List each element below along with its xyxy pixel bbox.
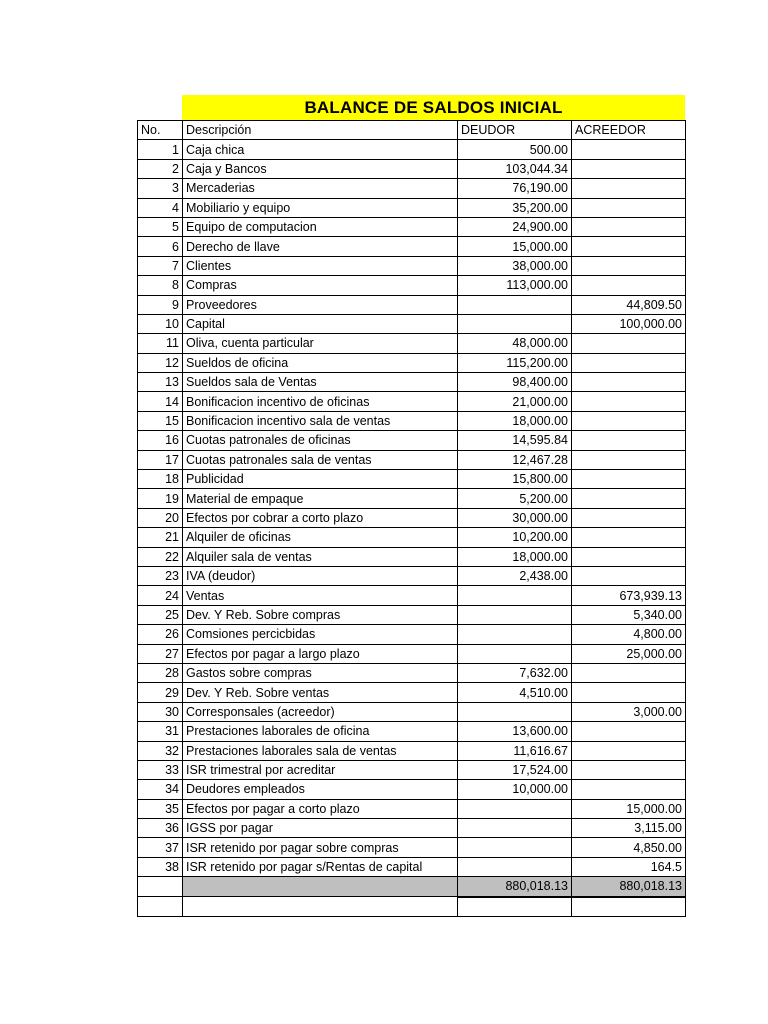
row-credit <box>572 431 686 450</box>
row-description: Mobiliario y equipo <box>183 198 458 217</box>
empty-cell <box>183 897 458 917</box>
row-debit: 76,190.00 <box>458 179 572 198</box>
row-debit: 10,200.00 <box>458 528 572 547</box>
row-description: Material de empaque <box>183 489 458 508</box>
row-number: 32 <box>138 741 183 760</box>
row-number: 11 <box>138 334 183 353</box>
row-number: 35 <box>138 799 183 818</box>
row-debit <box>458 644 572 663</box>
row-description: Alquiler sala de ventas <box>183 547 458 566</box>
table-row <box>138 140 686 159</box>
row-description: Sueldos sala de Ventas <box>183 373 458 392</box>
row-debit: 11,616.67 <box>458 741 572 760</box>
row-number: 27 <box>138 644 183 663</box>
row-description: Gastos sobre compras <box>183 663 458 682</box>
row-description: Comsiones percicbidas <box>183 625 458 644</box>
row-description: Efectos por pagar a largo plazo <box>183 644 458 663</box>
row-credit: 4,800.00 <box>572 625 686 644</box>
table-row <box>138 334 686 353</box>
row-debit: 17,524.00 <box>458 760 572 779</box>
row-number: 7 <box>138 256 183 275</box>
row-number: 17 <box>138 450 183 469</box>
table-row <box>138 431 686 450</box>
row-credit: 4,850.00 <box>572 838 686 857</box>
row-credit <box>572 256 686 275</box>
row-credit <box>572 489 686 508</box>
table-row <box>138 470 686 489</box>
row-debit: 13,600.00 <box>458 722 572 741</box>
row-number: 31 <box>138 722 183 741</box>
row-description: Publicidad <box>183 470 458 489</box>
table-row <box>138 198 686 217</box>
row-debit: 15,000.00 <box>458 237 572 256</box>
row-debit: 21,000.00 <box>458 392 572 411</box>
row-credit: 15,000.00 <box>572 799 686 818</box>
table-row <box>138 314 686 333</box>
row-credit <box>572 411 686 430</box>
table-row <box>138 780 686 799</box>
row-number: 5 <box>138 217 183 236</box>
row-credit <box>572 237 686 256</box>
row-credit: 44,809.50 <box>572 295 686 314</box>
row-description: Mercaderias <box>183 179 458 198</box>
table-row <box>138 489 686 508</box>
row-credit <box>572 722 686 741</box>
table-row <box>138 353 686 372</box>
row-debit: 38,000.00 <box>458 256 572 275</box>
header-debit: DEUDOR <box>458 121 572 140</box>
table-row <box>138 663 686 682</box>
header-row <box>138 121 686 140</box>
row-debit: 14,595.84 <box>458 431 572 450</box>
header-no: No. <box>138 121 183 140</box>
row-description: Compras <box>183 276 458 295</box>
empty-cell <box>458 897 572 917</box>
row-number: 25 <box>138 605 183 624</box>
row-number: 13 <box>138 373 183 392</box>
row-credit <box>572 528 686 547</box>
row-debit: 18,000.00 <box>458 411 572 430</box>
row-description: Prestaciones laborales de oficina <box>183 722 458 741</box>
row-debit: 18,000.00 <box>458 547 572 566</box>
empty-cell <box>572 897 686 917</box>
table-row <box>138 392 686 411</box>
row-credit <box>572 508 686 527</box>
table-row <box>138 373 686 392</box>
row-number: 8 <box>138 276 183 295</box>
row-description: Dev. Y Reb. Sobre ventas <box>183 683 458 702</box>
row-number: 1 <box>138 140 183 159</box>
row-number: 14 <box>138 392 183 411</box>
row-credit <box>572 334 686 353</box>
row-credit <box>572 392 686 411</box>
table-row <box>138 237 686 256</box>
table-row <box>138 566 686 585</box>
table-row <box>138 256 686 275</box>
row-debit: 5,200.00 <box>458 489 572 508</box>
header-description: Descripción <box>183 121 458 140</box>
row-debit: 500.00 <box>458 140 572 159</box>
row-credit <box>572 760 686 779</box>
row-debit: 7,632.00 <box>458 663 572 682</box>
row-debit: 30,000.00 <box>458 508 572 527</box>
table-row <box>138 857 686 876</box>
row-debit: 12,467.28 <box>458 450 572 469</box>
row-number: 33 <box>138 760 183 779</box>
row-description: Caja chica <box>183 140 458 159</box>
row-debit: 35,200.00 <box>458 198 572 217</box>
row-description: Capital <box>183 314 458 333</box>
row-description: Efectos por cobrar a corto plazo <box>183 508 458 527</box>
row-debit: 15,800.00 <box>458 470 572 489</box>
row-debit <box>458 838 572 857</box>
row-credit <box>572 276 686 295</box>
empty-row <box>138 897 686 917</box>
row-credit <box>572 741 686 760</box>
row-description: Derecho de llave <box>183 237 458 256</box>
row-description: Corresponsales (acreedor) <box>183 702 458 721</box>
row-description: Cuotas patronales de oficinas <box>183 431 458 450</box>
row-number: 20 <box>138 508 183 527</box>
row-number: 29 <box>138 683 183 702</box>
row-credit <box>572 663 686 682</box>
row-number: 36 <box>138 819 183 838</box>
row-number: 34 <box>138 780 183 799</box>
table-row <box>138 722 686 741</box>
row-number: 16 <box>138 431 183 450</box>
header-credit: ACREEDOR <box>572 121 686 140</box>
row-credit <box>572 683 686 702</box>
row-number: 21 <box>138 528 183 547</box>
table-body <box>138 140 686 877</box>
table-row <box>138 217 686 236</box>
row-number: 38 <box>138 857 183 876</box>
row-credit <box>572 566 686 585</box>
row-debit <box>458 799 572 818</box>
table-row <box>138 159 686 178</box>
row-description: ISR retenido por pagar sobre compras <box>183 838 458 857</box>
row-number: 19 <box>138 489 183 508</box>
table-row <box>138 605 686 624</box>
row-number: 9 <box>138 295 183 314</box>
table-row <box>138 547 686 566</box>
row-debit <box>458 586 572 605</box>
row-debit <box>458 702 572 721</box>
table-row <box>138 411 686 430</box>
row-description: ISR trimestral por acreditar <box>183 760 458 779</box>
row-credit <box>572 373 686 392</box>
table-row <box>138 819 686 838</box>
totals-desc-cell <box>183 877 458 897</box>
row-debit: 113,000.00 <box>458 276 572 295</box>
row-number: 2 <box>138 159 183 178</box>
row-number: 28 <box>138 663 183 682</box>
row-debit <box>458 314 572 333</box>
row-debit <box>458 295 572 314</box>
row-debit: 4,510.00 <box>458 683 572 702</box>
total-credit: 880,018.13 <box>572 877 686 897</box>
table-row <box>138 179 686 198</box>
row-credit: 164.5 <box>572 857 686 876</box>
row-description: Equipo de computacion <box>183 217 458 236</box>
row-description: Bonificacion incentivo de oficinas <box>183 392 458 411</box>
table-row <box>138 625 686 644</box>
row-debit: 98,400.00 <box>458 373 572 392</box>
row-credit <box>572 140 686 159</box>
row-description: ISR retenido por pagar s/Rentas de capital <box>183 857 458 876</box>
row-number: 3 <box>138 179 183 198</box>
row-description: IVA (deudor) <box>183 566 458 585</box>
row-number: 12 <box>138 353 183 372</box>
row-debit: 48,000.00 <box>458 334 572 353</box>
row-description: Sueldos de oficina <box>183 353 458 372</box>
row-number: 37 <box>138 838 183 857</box>
empty-cell <box>138 897 183 917</box>
row-credit <box>572 198 686 217</box>
total-debit: 880,018.13 <box>458 877 572 897</box>
row-number: 22 <box>138 547 183 566</box>
row-description: Efectos por pagar a corto plazo <box>183 799 458 818</box>
row-description: Oliva, cuenta particular <box>183 334 458 353</box>
title-row <box>137 95 685 120</box>
row-debit: 103,044.34 <box>458 159 572 178</box>
row-credit <box>572 159 686 178</box>
row-credit <box>572 179 686 198</box>
balance-sheet <box>137 95 685 917</box>
row-number: 4 <box>138 198 183 217</box>
row-credit <box>572 470 686 489</box>
balance-table <box>137 120 686 917</box>
row-description: Alquiler de oficinas <box>183 528 458 547</box>
row-credit <box>572 217 686 236</box>
title-spacer <box>137 95 182 120</box>
row-credit <box>572 353 686 372</box>
table-row <box>138 586 686 605</box>
row-credit: 5,340.00 <box>572 605 686 624</box>
row-number: 6 <box>138 237 183 256</box>
row-description: IGSS por pagar <box>183 819 458 838</box>
row-number: 18 <box>138 470 183 489</box>
row-number: 26 <box>138 625 183 644</box>
row-description: Deudores empleados <box>183 780 458 799</box>
row-credit: 3,115.00 <box>572 819 686 838</box>
row-debit <box>458 857 572 876</box>
table-row <box>138 450 686 469</box>
row-credit: 100,000.00 <box>572 314 686 333</box>
row-description: Prestaciones laborales sala de ventas <box>183 741 458 760</box>
table-row <box>138 295 686 314</box>
row-credit: 3,000.00 <box>572 702 686 721</box>
table-row <box>138 644 686 663</box>
row-debit <box>458 625 572 644</box>
row-number: 23 <box>138 566 183 585</box>
row-credit <box>572 780 686 799</box>
row-debit: 115,200.00 <box>458 353 572 372</box>
row-debit: 10,000.00 <box>458 780 572 799</box>
row-credit: 25,000.00 <box>572 644 686 663</box>
totals-row <box>138 877 686 897</box>
row-description: Caja y Bancos <box>183 159 458 178</box>
row-debit <box>458 605 572 624</box>
table-row <box>138 528 686 547</box>
row-debit <box>458 819 572 838</box>
table-row <box>138 741 686 760</box>
row-description: Dev. Y Reb. Sobre compras <box>183 605 458 624</box>
row-description: Proveedores <box>183 295 458 314</box>
row-description: Cuotas patronales sala de ventas <box>183 450 458 469</box>
row-number: 24 <box>138 586 183 605</box>
row-credit <box>572 450 686 469</box>
row-credit: 673,939.13 <box>572 586 686 605</box>
row-debit: 24,900.00 <box>458 217 572 236</box>
row-description: Ventas <box>183 586 458 605</box>
row-number: 10 <box>138 314 183 333</box>
table-row <box>138 683 686 702</box>
row-credit <box>572 547 686 566</box>
row-debit: 2,438.00 <box>458 566 572 585</box>
table-row <box>138 508 686 527</box>
row-number: 30 <box>138 702 183 721</box>
table-row <box>138 276 686 295</box>
table-row <box>138 702 686 721</box>
sheet-title: BALANCE DE SALDOS INICIAL <box>182 95 685 120</box>
row-description: Bonificacion incentivo sala de ventas <box>183 411 458 430</box>
row-number: 15 <box>138 411 183 430</box>
row-description: Clientes <box>183 256 458 275</box>
table-row <box>138 838 686 857</box>
totals-no-cell <box>138 877 183 897</box>
table-row <box>138 799 686 818</box>
table-row <box>138 760 686 779</box>
